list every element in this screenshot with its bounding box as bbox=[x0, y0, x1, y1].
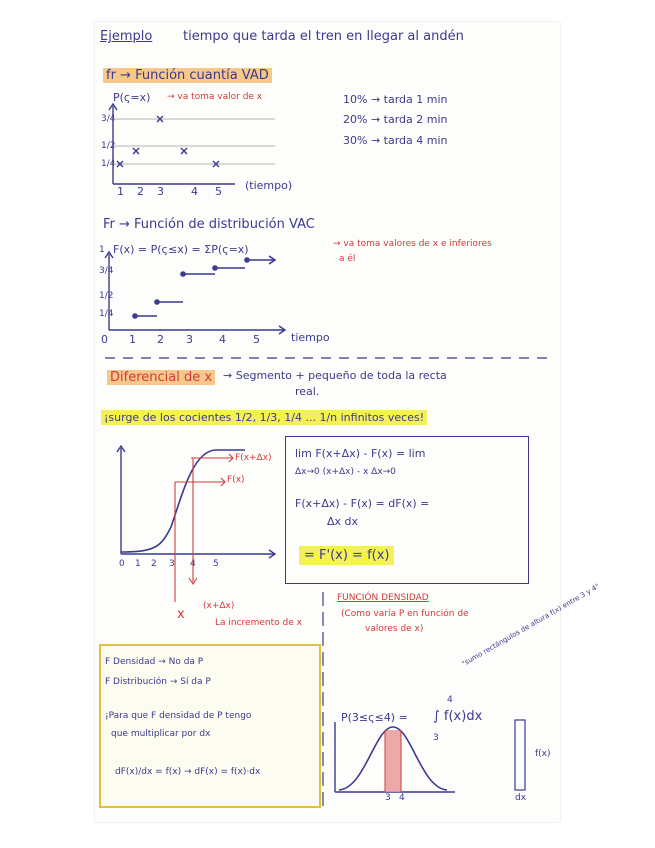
Fr-axes bbox=[105, 252, 285, 334]
integral-xtick-3: 3 bbox=[385, 793, 391, 803]
cdf-xtick-4: 4 bbox=[190, 559, 196, 569]
fr-gridlines bbox=[113, 119, 275, 164]
surge-text: ¡surge de los cocientes 1/2, 1/3, 1/4 ... 1/n infinitos veces! bbox=[101, 410, 427, 425]
Fr-xtick-2: 2 bbox=[157, 333, 164, 346]
ybox-line3: ¡Para que F densidad de P tengo bbox=[105, 711, 252, 721]
fr-title: fr → Función cuantía VAD bbox=[103, 68, 272, 83]
integral-fx-label: f(x) bbox=[535, 749, 551, 759]
Fr-steps bbox=[133, 256, 275, 318]
fr-ytick-1: 3/4 bbox=[101, 114, 116, 124]
Fr-xtick-4: 4 bbox=[219, 333, 226, 346]
diferencial-text-2: real. bbox=[295, 385, 320, 398]
densidad-title: FUNCIÓN DENSIDAD bbox=[337, 593, 429, 603]
densidad-sub-1: (Como varía P en función de bbox=[341, 609, 469, 619]
Fr-ytick-2: 3/4 bbox=[99, 266, 114, 276]
prob-1: 10% → tarda 1 min bbox=[343, 93, 448, 106]
fr-axes bbox=[109, 104, 235, 184]
Fr-ytick-1: 1 bbox=[99, 245, 105, 255]
Fr-title: Fr → Función de distribución VAC bbox=[103, 217, 315, 232]
cdf-xtick-0: 0 bbox=[119, 559, 125, 569]
ybox-line5: dF(x)/dx = f(x) → dF(x) = f(x)·dx bbox=[115, 767, 261, 777]
integral-upper: 4 bbox=[447, 695, 453, 705]
cdf-label-mid: F(x) bbox=[227, 475, 245, 485]
fr-xtick-4: 4 bbox=[191, 185, 198, 198]
integral-expr: P(3≤ς≤4) = bbox=[341, 711, 408, 724]
fr-xlabel: (tiempo) bbox=[245, 179, 293, 192]
cdf-x-plus: (x+Δx) bbox=[203, 601, 235, 611]
Fr-xtick-1: 1 bbox=[129, 333, 136, 346]
ybox-line2: F Distribución → Sí da P bbox=[105, 677, 211, 687]
ejemplo-label: Ejemplo bbox=[100, 29, 153, 44]
fr-ytick-3: 1/4 bbox=[101, 159, 116, 169]
fr-xtick-5: 5 bbox=[215, 185, 222, 198]
Fr-xlabel: tiempo bbox=[291, 331, 330, 344]
densidad-sub-2: valores de x) bbox=[365, 624, 424, 634]
fr-xtick-1: 1 bbox=[117, 185, 124, 198]
ybox-line4: que multiplicar por dx bbox=[111, 729, 211, 739]
integral-note: "sumo rectángulos de altura f(x) entre 3 y 4" bbox=[460, 582, 601, 669]
limit-line2: F(x+Δx) - F(x) = dF(x) = bbox=[295, 497, 430, 510]
diferencial-text-1: → Segmento + pequeño de toda la recta bbox=[223, 369, 447, 382]
prob-3: 30% → tarda 4 min bbox=[343, 134, 448, 147]
cdf-guides bbox=[175, 454, 233, 602]
Fr-xtick-3: 3 bbox=[186, 333, 193, 346]
fr-ytick-2: 1/2 bbox=[101, 141, 116, 151]
integral-dx-label: dx bbox=[515, 793, 527, 803]
fx-rectangle bbox=[515, 720, 525, 790]
limit-line2-den: Δx dx bbox=[327, 515, 359, 528]
limit-result: = F'(x) = f(x) bbox=[299, 546, 394, 565]
cdf-xtick-2: 2 bbox=[151, 559, 157, 569]
fr-points bbox=[117, 116, 219, 167]
integral-sign: ∫ f(x)dx bbox=[433, 709, 483, 724]
cdf-xtick-1: 1 bbox=[135, 559, 141, 569]
bell-area bbox=[385, 730, 401, 792]
Fr-formula: F(x) = P(ς≤x) = ΣP(ς=x) bbox=[113, 243, 249, 256]
fr-xtick-3: 3 bbox=[157, 185, 164, 198]
integral-lower: 3 bbox=[433, 733, 439, 743]
limit-line1-sub: Δx→0 (x+Δx) - x Δx→0 bbox=[295, 467, 396, 477]
cdf-x-mark: x bbox=[177, 607, 185, 622]
cdf-label-top: F(x+Δx) bbox=[235, 453, 272, 463]
Fr-note-1: → va toma valores de x e inferiores bbox=[333, 239, 492, 249]
Fr-xtick-0: 0 bbox=[101, 333, 108, 346]
Fr-xtick-5: 5 bbox=[253, 333, 260, 346]
Fr-ytick-4: 1/4 bbox=[99, 309, 114, 319]
fr-formula: P(ς=x) bbox=[113, 91, 151, 104]
diferencial-label: Diferencial de x bbox=[107, 370, 215, 385]
ejemplo-text: tiempo que tarda el tren en llegar al andén bbox=[183, 29, 464, 44]
Fr-ytick-3: 1/2 bbox=[99, 291, 114, 301]
fr-xtick-2: 2 bbox=[137, 185, 144, 198]
cdf-curve bbox=[121, 450, 245, 552]
limit-line1: lim F(x+Δx) - F(x) = lim bbox=[295, 447, 426, 460]
cdf-xtick-3: 3 bbox=[169, 559, 175, 569]
cdf-xtick-5: 5 bbox=[213, 559, 219, 569]
Fr-note-2: a él bbox=[339, 254, 356, 264]
cdf-incremento: La incremento de x bbox=[215, 618, 302, 628]
prob-2: 20% → tarda 2 min bbox=[343, 113, 448, 126]
ybox-line1: F Densidad → No da P bbox=[105, 657, 204, 667]
notebook-page bbox=[95, 22, 601, 822]
fr-note: → va toma valor de x bbox=[167, 92, 263, 102]
integral-xtick-4: 4 bbox=[399, 793, 405, 803]
drawings bbox=[95, 22, 560, 822]
